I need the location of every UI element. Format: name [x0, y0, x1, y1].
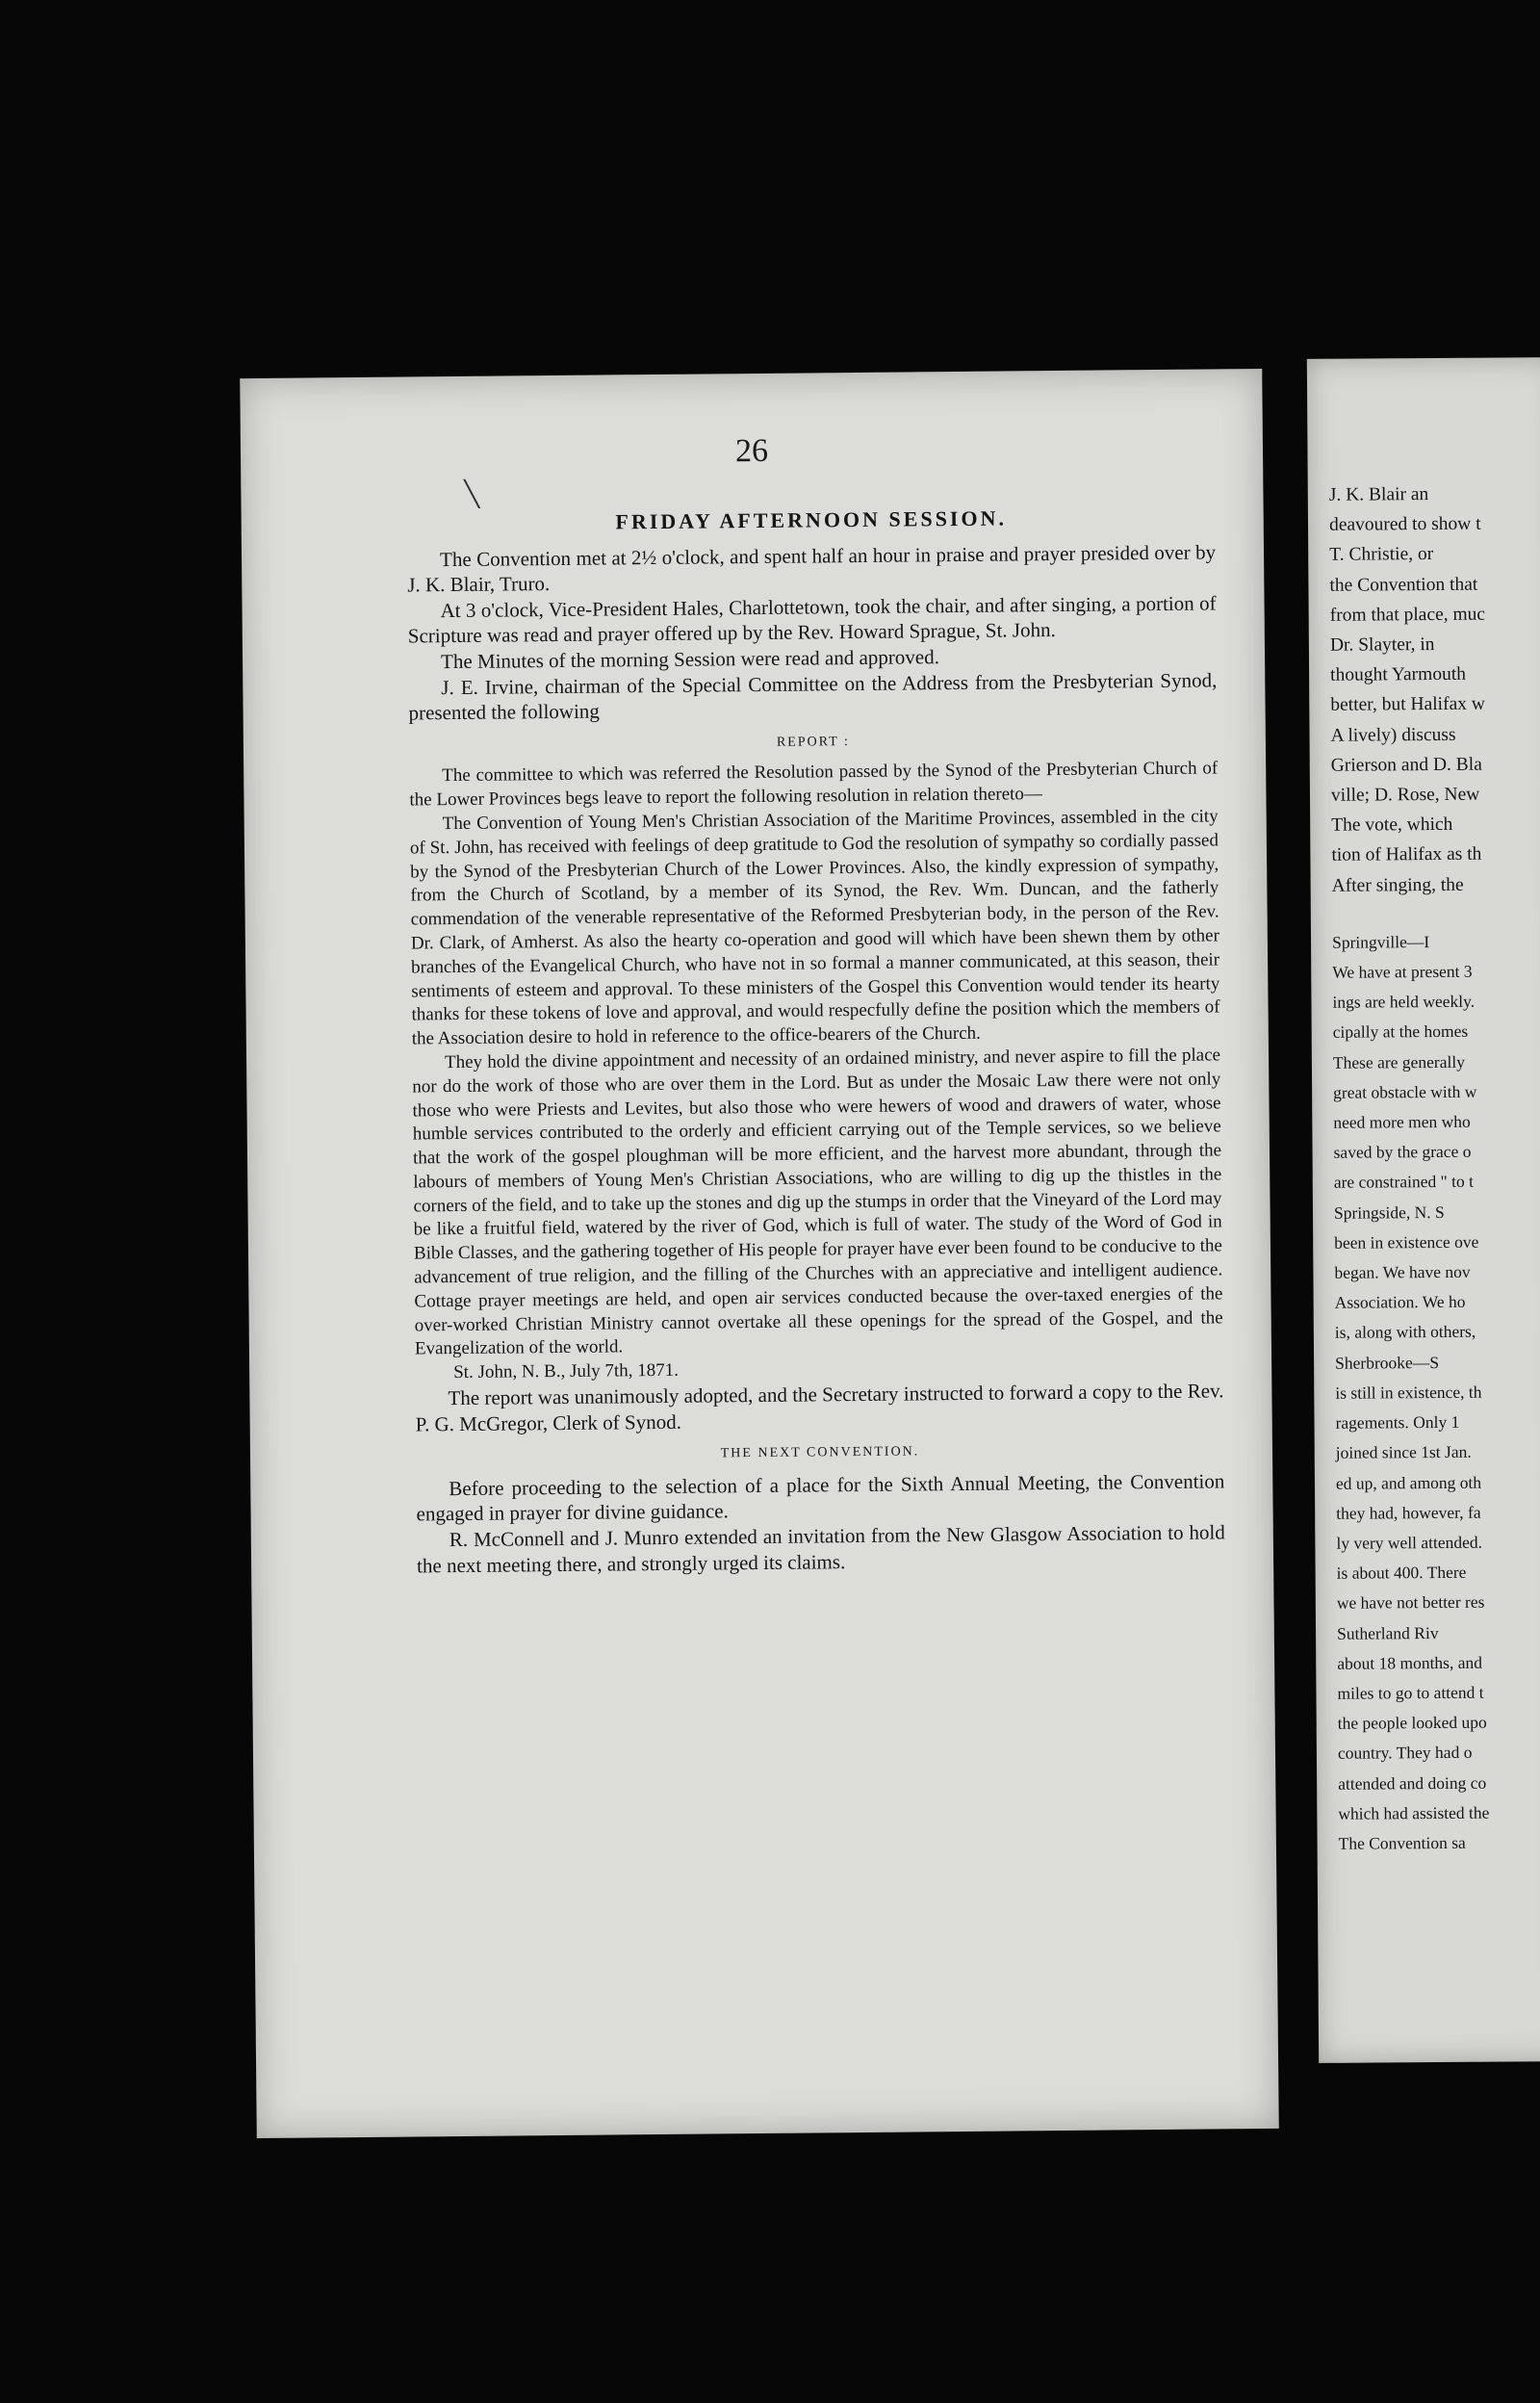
report-paragraph-3: They hold the divine appointment and necessity of an ordained ministry, and never aspire to fill the place nor do the work of those who are over them in the Lord. But as under the Mosaic Law there were not only those who were Priests and Levites, but also those who were hewers of wood and drawers of water, whose humble services contributed to the orderly and efficient carrying out of the Temple services, so we believe that the work of the gospel ploughman will be more efficient, and the harvest more abundant, through the labours of members of Young Men's Christian Associations, who are willing to dig up the thistles in the corners of the field, and to take up the stones and dig up the stumps in order that the Vineyard of the Lord may be like a fruitful field, watered by the river of God, which is full of water. The study of the Word of God in Bible Classes, and the gathering together of His people for prayer have ever been found to be conducive to the advancement of true religion, and the filling of the Churches with an appreciative and intelligent audience. Cottage prayer meetings are held, and open air services conducted because the over-taxed energies of the over-worked Christian Ministry cannot overtake all these openings for the spread of the Gospel, and the Evangelization of the world. [412, 1045, 1223, 1359]
report-body [409, 758, 1223, 1386]
facing-top-line: thought Yarmouth [1330, 664, 1467, 685]
report-heading: REPORT : [776, 734, 850, 750]
facing-bottom-line: which had assisted the [1338, 1802, 1490, 1823]
facing-top-line: tion of Halifax as th [1331, 844, 1482, 866]
facing-bottom-line: The Convention sa [1338, 1832, 1466, 1853]
facing-bottom-line: Association. We ho [1334, 1292, 1466, 1313]
facing-bottom-line: We have at present 3 [1332, 961, 1473, 982]
facing-bottom-line: ly very well attended. [1336, 1532, 1483, 1553]
facing-bottom-line: been in existence ove [1334, 1231, 1479, 1253]
ink-mark: ╲ [464, 479, 480, 508]
facing-bottom-line: Springside, N. S [1333, 1202, 1445, 1223]
facing-bottom-line: Springville—I [1331, 931, 1430, 952]
facing-bottom-line: we have not better res [1336, 1591, 1485, 1614]
facing-bottom-line: is about 400. There [1336, 1562, 1467, 1583]
facing-top-line: from that place, muc [1329, 604, 1486, 626]
facing-bottom-line: cipally at the homes [1332, 1021, 1469, 1043]
intro-paragraph-2: At 3 o'clock, Vice-President Hales, Charlottetown, took the chair, and after singing, a portion of Scripture was read and prayer offered up by the Rev. Howard Sprague, St. John. [407, 591, 1217, 648]
after-report-paragraph: The report was unanimously adopted, and the Secretary instructed to forward a copy to the Rev. P. G. McGregor, Clerk of Synod. [415, 1379, 1224, 1436]
intro-paragraph-1: The Convention met at 2½ o'clock, and spent half an hour in praise and prayer presided over by J. K. Blair, Truro. [407, 540, 1217, 597]
facing-top-line: better, but Halifax w [1330, 694, 1486, 716]
facing-top-line: After singing, the [1331, 874, 1464, 896]
facing-bottom-line: is still in existence, th [1335, 1382, 1482, 1403]
facing-bottom-line: they had, however, fa [1336, 1502, 1481, 1523]
facing-page-bottom-lines [1332, 926, 1540, 1859]
facing-top-line: T. Christie, or [1329, 544, 1434, 566]
facing-top-line: the Convention that [1329, 574, 1478, 596]
facing-bottom-line: is, along with others, [1334, 1322, 1476, 1343]
facing-top-line: A lively) discuss [1330, 724, 1456, 746]
facing-bottom-line: Sherbrooke—S [1335, 1352, 1440, 1373]
page-number: 26 [734, 432, 769, 470]
facing-bottom-line: country. They had o [1337, 1743, 1473, 1764]
facing-bottom-line: need more men who [1333, 1111, 1471, 1132]
intro-paragraph-4: J. E. Irvine, chairman of the Special Committee on the Address from the Presbyterian Synod, presented the following [408, 667, 1218, 725]
facing-top-line: ville; D. Rose, New [1330, 784, 1480, 806]
facing-bottom-line: about 18 months, and [1337, 1652, 1483, 1673]
facing-top-line: Dr. Slayter, in [1329, 634, 1435, 656]
facing-top-line: The vote, which [1331, 814, 1453, 836]
facing-bottom-line: These are generally [1332, 1051, 1466, 1072]
report-dateline: St. John, N. B., July 7th, 1871. [453, 1360, 680, 1383]
next-paragraph-2: R. McConnell and J. Munro extended an invitation from the New Glasgow Association to hold the next meeting there, and strongly urged its claims. [416, 1520, 1225, 1578]
session-heading: FRIDAY AFTERNOON SESSION. [615, 505, 1008, 534]
facing-bottom-line: miles to go to attend t [1337, 1682, 1484, 1703]
page-content [407, 504, 1226, 1578]
facing-bottom-line: are constrained " to t [1333, 1172, 1475, 1193]
next-paragraph-1: Before proceeding to the selection of a place for the Sixth Annual Meeting, the Convention engaged in prayer for divine guidance. [416, 1469, 1225, 1526]
facing-bottom-line: saved by the grace o [1333, 1142, 1472, 1163]
facing-bottom-line: ings are held weekly. [1332, 991, 1476, 1013]
facing-top-line: Grierson and D. Bla [1330, 754, 1482, 776]
facing-top-line: J. K. Blair an [1328, 484, 1429, 505]
facing-bottom-line: began. We have nov [1334, 1261, 1471, 1282]
facing-bottom-line: attended and doing co [1338, 1772, 1487, 1794]
facing-bottom-line: great obstacle with w [1333, 1081, 1477, 1102]
facing-page-text [1329, 478, 1540, 1859]
facing-bottom-line: the people looked upo [1337, 1712, 1487, 1733]
facing-top-line: deavoured to show t [1328, 513, 1481, 535]
report-paragraph-2: The Convention of Young Men's Christian Association of the Maritime Provinces, assembled in the city of St. John, has received with feelings of deep gratitude to God the resolution of sympathy so cordially passed by the Synod of the Presbyterian Church of the Lower Provinces. Also, the kindly expression of sympathy, from the Church of Scotland, by a member of its Synod, the Rev. Wm. Duncan, and the fatherly commendation of the venerable representative of the Reformed Presbyterian body, in the person of the Rev. Dr. Clark, of Amherst. As also the hearty co-operation and good will which have been shewn them by other branches of the Evangelical Church, who have not in so formal a manner communicated, at this season, their sentiments of esteem and approval. To these ministers of the Gospel this Convention would tender its hearty thanks for these tokens of love and approval, and would respecfully define the position which the members of the Association desire to hold in reference to the office-bearers of the Church. [409, 806, 1220, 1049]
facing-page [1307, 357, 1540, 2063]
report-paragraph-1: The committee to which was referred the Resolution passed by the Synod of the Presbyterian Church of the Lower Provinces begs leave to report the following resolution in relation thereto— [409, 758, 1219, 811]
facing-bottom-line: ragements. Only 1 [1335, 1411, 1460, 1433]
facing-bottom-line: joined since 1st Jan. [1335, 1442, 1472, 1463]
main-page [240, 369, 1278, 2138]
facing-bottom-line: ed up, and among oth [1335, 1472, 1482, 1493]
facing-page-top-lines [1329, 478, 1540, 901]
facing-bottom-line: Sutherland Riv [1336, 1622, 1439, 1643]
intro-paragraph-3: The Minutes of the morning Session were read and approved. [440, 645, 940, 674]
next-convention-heading: THE NEXT CONVENTION. [720, 1444, 920, 1461]
